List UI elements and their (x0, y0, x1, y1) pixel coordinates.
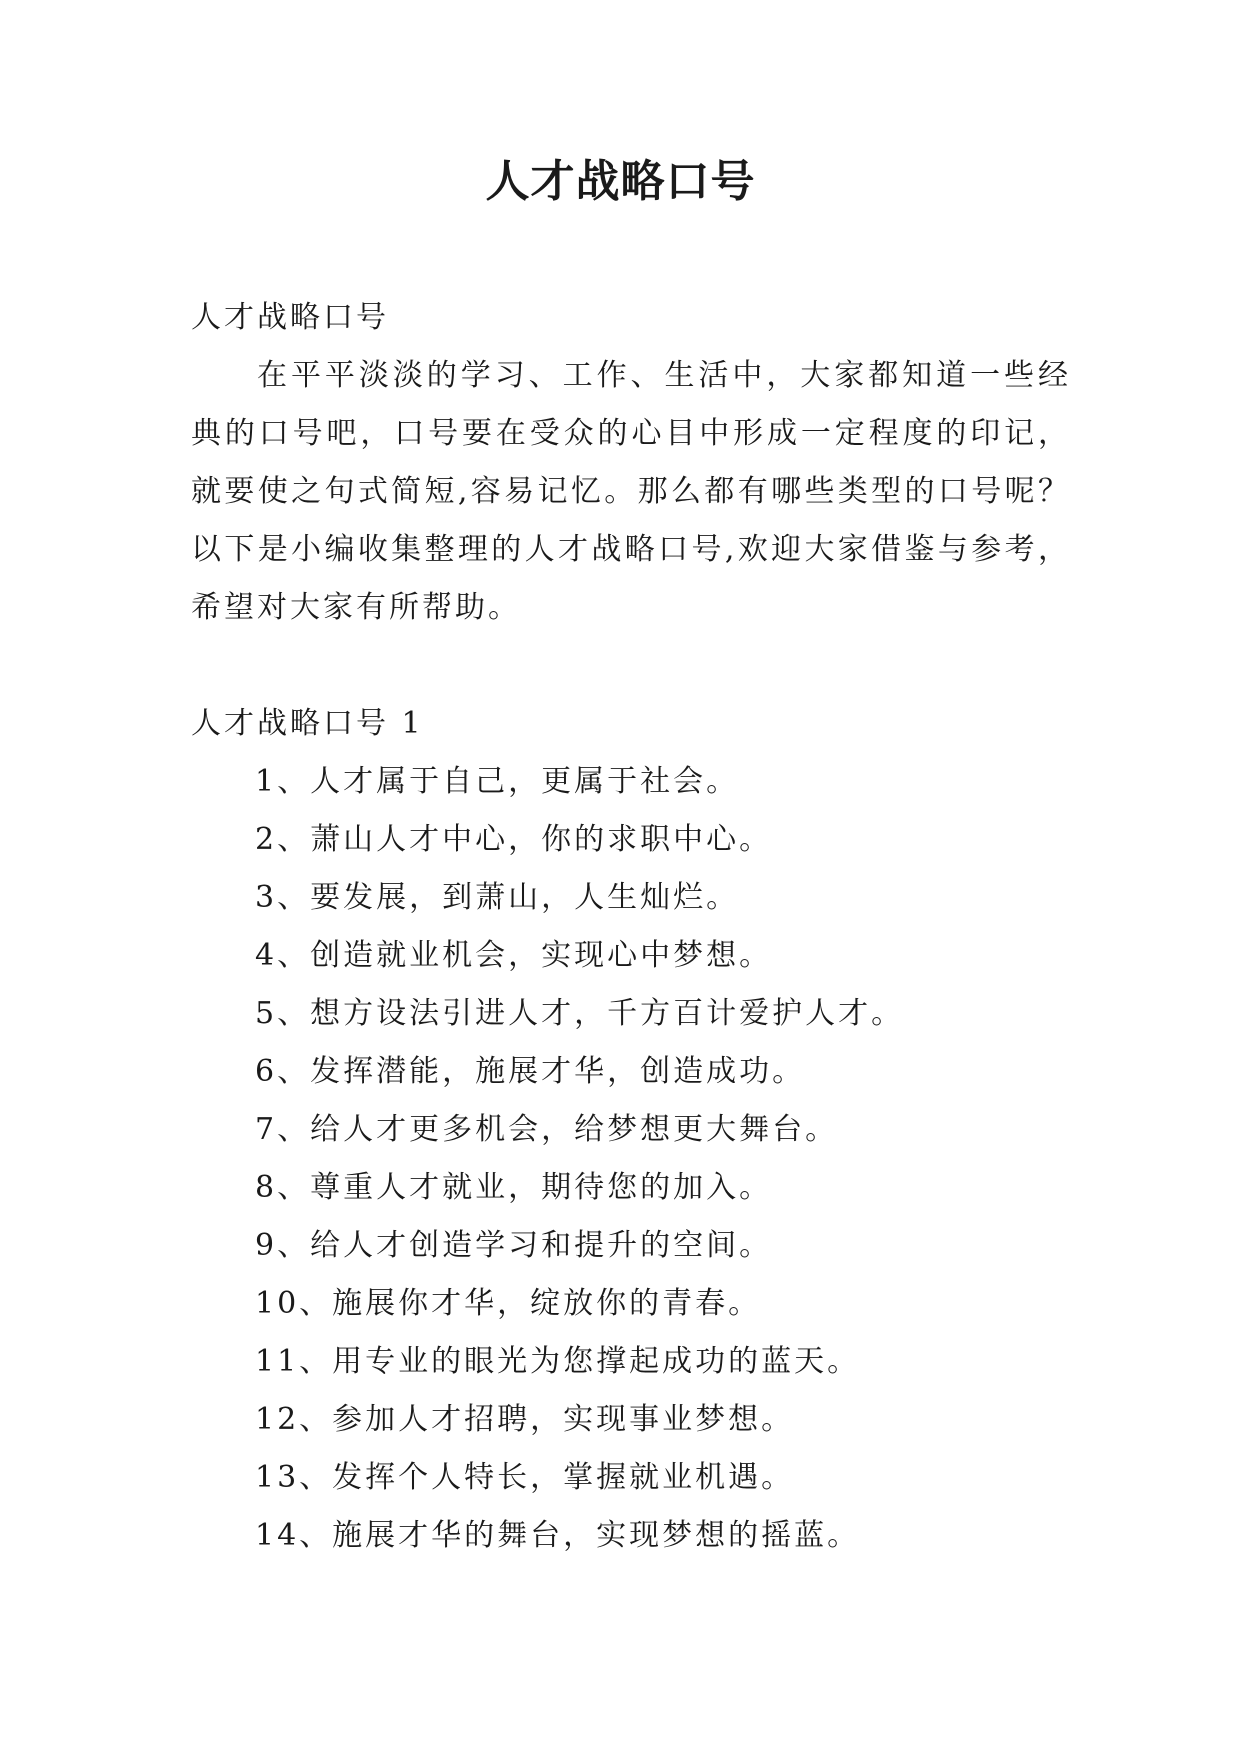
slogan-item: 4、创造就业机会，实现心中梦想。 (255, 938, 773, 973)
intro-paragraph: 在平平淡淡的学习、工作、生活中，大家都知道一些经典的口号吧，口号要在受众的心目中形成一定程度的印记，就要使之句式简短,容易记忆。那么都有哪些类型的口号呢？以下是小编收集整理的人才战略口号,欢迎大家借鉴与参考，希望对大家有所帮助。 (191, 358, 1071, 625)
slogan-item: 1、人才属于自己，更属于社会。 (255, 764, 740, 799)
slogan-item: 8、尊重人才就业，期待您的加入。 (255, 1170, 773, 1205)
slogan-item: 3、要发展，到萧山，人生灿烂。 (255, 880, 740, 915)
document-title: 人才战略口号 (485, 156, 756, 207)
document-subtitle: 人才战略口号 (191, 300, 389, 335)
slogan-item: 5、想方设法引进人才，千方百计爱护人才。 (255, 996, 905, 1031)
slogan-item: 11、用专业的眼光为您撑起成功的蓝天。 (255, 1344, 861, 1379)
slogan-item: 2、萧山人才中心，你的求职中心。 (255, 822, 773, 857)
slogan-item: 12、参加人才招聘，实现事业梦想。 (255, 1402, 795, 1437)
slogan-item: 9、给人才创造学习和提升的空间。 (255, 1228, 773, 1263)
section-heading: 人才战略口号 1 (191, 706, 424, 741)
slogan-item: 6、发挥潜能，施展才华，创造成功。 (255, 1054, 806, 1089)
slogan-item: 14、施展才华的舞台，实现梦想的摇蓝。 (255, 1518, 861, 1553)
slogan-item: 10、施展你才华，绽放你的青春。 (255, 1286, 762, 1321)
slogan-item: 13、发挥个人特长，掌握就业机遇。 (255, 1460, 795, 1495)
slogan-item: 7、给人才更多机会，给梦想更大舞台。 (255, 1112, 839, 1147)
slogan-list (191, 753, 1071, 1565)
document-body (191, 289, 1071, 1565)
